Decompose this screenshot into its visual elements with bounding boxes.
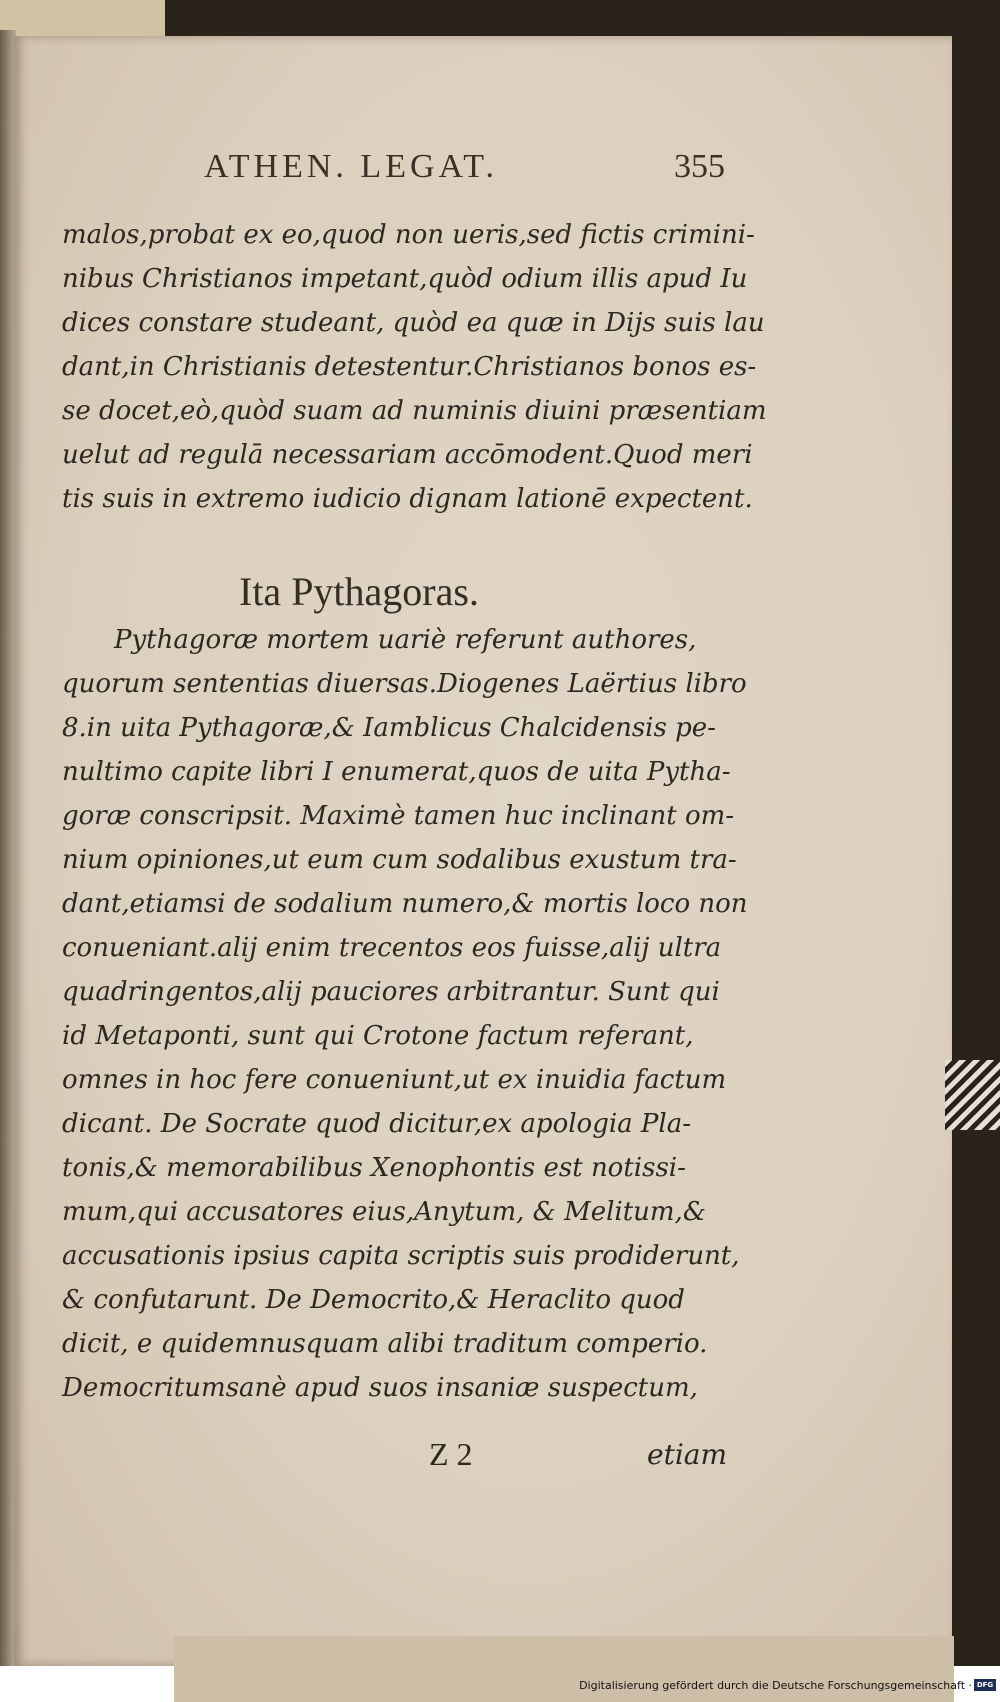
text-line: dicit, e quidemnusquam alibi traditum comperio. (62, 1329, 708, 1359)
catchword: etiam (647, 1438, 728, 1471)
text-line: mum,qui accusatores eius,Anytum, & Melitum,& (62, 1197, 706, 1227)
signature-mark: Z 2 (429, 1436, 473, 1472)
page-number: 355 (674, 148, 725, 185)
section-heading: Ita Pythagoras. (239, 569, 479, 614)
text-line: quorum sententias diuersas.Diogenes Laërtius libro (62, 669, 747, 699)
text-line: uelut ad regulā necessariam accōmodent.Quod meri (62, 440, 753, 470)
text-line: nium opiniones,ut eum cum sodalibus exustum tra- (62, 845, 737, 875)
text-line: nibus Christianos impetant,quòd odium illis apud Iu (62, 264, 748, 294)
text-line: Pythagoræ mortem uariè referunt authores, (114, 625, 697, 655)
page-lower-margin (174, 1636, 954, 1702)
text-line: goræ conscripsit. Maximè tamen huc inclinant om- (62, 801, 735, 831)
text-line: dicant. De Socrate quod dicitur,ex apologia Pla- (62, 1109, 692, 1139)
text-line: tonis,& memorabilibus Xenophontis est notissi- (62, 1153, 686, 1183)
text-line: & confutarunt. De Democrito,& Heraclito quod (62, 1285, 685, 1315)
text-line: dant,etiamsi de sodalium numero,& mortis loco non (62, 889, 748, 919)
text-line: accusationis ipsius capita scriptis suis prodiderunt, (62, 1241, 740, 1271)
text-line: id Metaponti, sunt qui Crotone factum referant, (62, 1021, 694, 1051)
text-line: quadringentos,alij pauciores arbitrantur. Sunt qui (62, 977, 720, 1007)
binding-thread (945, 1060, 1000, 1130)
text-line: se docet,eò,quòd suam ad numinis diuini præsentiam (62, 396, 767, 426)
digitization-credit: Digitalisierung gefördert durch die Deutsche Forschungsgemeinschaft · (579, 1679, 972, 1692)
text-line: nultimo capite libri I enumerat,quos de uita Pytha- (62, 757, 731, 787)
running-head: ATHEN. LEGAT. (204, 148, 499, 185)
text-line: tis suis in extremo iudicio dignam lationē expectent. (62, 484, 753, 514)
text-line: 8.in uita Pythagoræ,& Iamblicus Chalcidensis pe- (62, 713, 716, 743)
text-line: dices constare studeant, quòd ea quæ in Dijs suis lau (62, 308, 765, 338)
book-page (14, 36, 952, 1666)
dfg-logo: DFG (974, 1679, 996, 1691)
text-line: omnes in hoc fere conueniunt,ut ex inuidia factum (62, 1065, 727, 1095)
text-line: Democritumsanè apud suos insaniæ suspectum, (62, 1373, 698, 1403)
text-line: conueniant.alij enim trecentos eos fuisse,alij ultra (62, 933, 722, 963)
text-line: dant,in Christianis detestentur.Christianos bonos es- (62, 352, 757, 382)
text-line: malos,probat ex eo,quod non ueris,sed fictis crimini- (62, 220, 755, 250)
